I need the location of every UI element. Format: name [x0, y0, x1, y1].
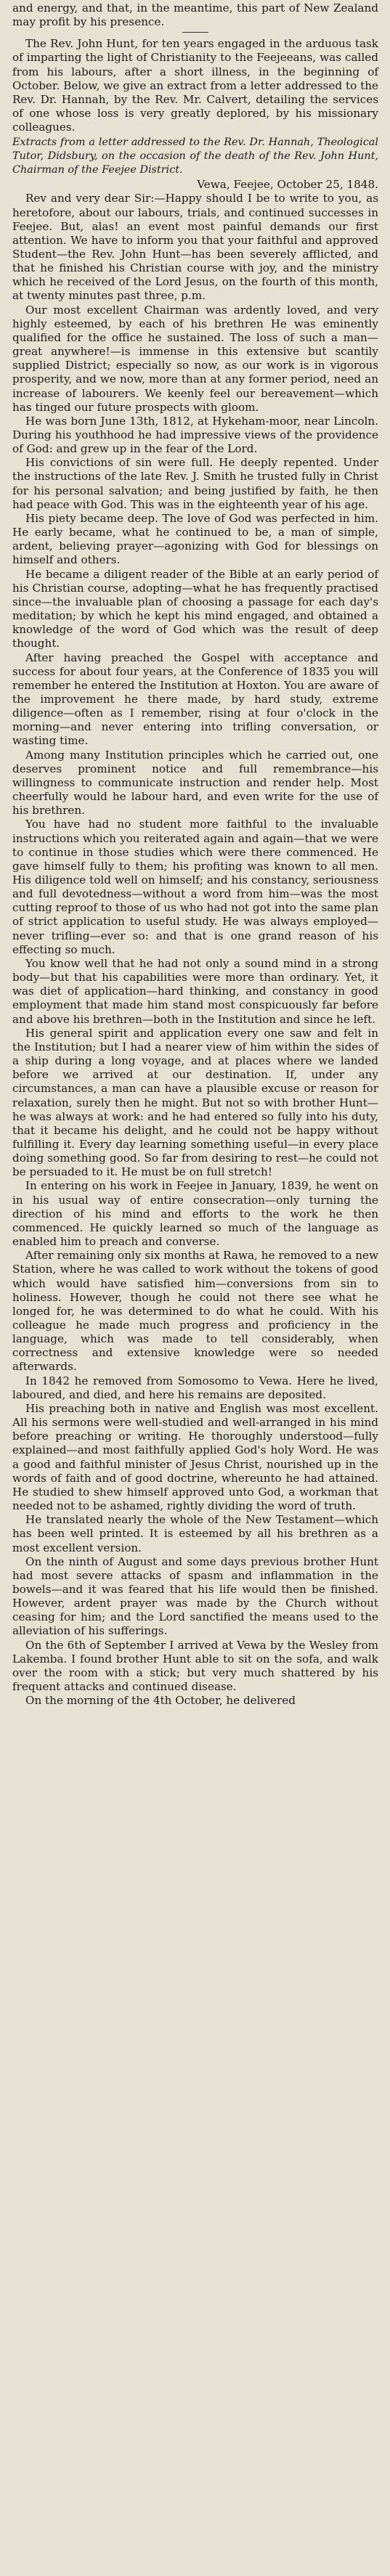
- letter-paragraph: On the 6th of September I arrived at Vewa by the Wesley from Lakemba. I found brother Hunt able to sit on the sofa, and walk over the room with a stick; but very much shattered by his frequent attacks and continued disease.: [12, 1638, 378, 1694]
- letter-paragraph: He was born June 13th, 1812, at Hykeham-moor, near Lincoln. During his youthhood he had impressive views of the providence of God: and grew up in the fear of the Lord.: [12, 414, 378, 456]
- section-divider: [182, 32, 208, 33]
- letter-paragraph: In 1842 he removed from Somosomo to Vewa. Here he lived, laboured, and died, and here his remains are deposited.: [12, 1374, 378, 1401]
- letter-paragraph: Our most excellent Chairman was ardently loved, and very highly esteemed, by each of his brethren He was eminently qualified for the office he sustained. The loss of such a man—great anywhere!—is immense in this extensive but scantily supplied District; especially so now, as our work is in vigorous prosperity, and we now, more than at any former period, need an increase of labourers. We keenly feel our bereavement—which has tinged our future prospects with gloom.: [12, 303, 378, 414]
- letter-paragraph: He became a diligent reader of the Bible at an early period of his Christian course, adopting—what he has frequently practised since—the invaluable plan of choosing a passage for each day's meditation; by which he kept his mind engaged, and obtained a knowledge of the word of God which was the result of deep thought.: [12, 567, 378, 651]
- letter-paragraph: After having preached the Gospel with acceptance and success for about four years, at the Conference of 1835 you will remember he entered the Institution at Hoxton. You are aware of the improvement he there made, by hard study, extreme diligence—often as I remember, rising at four o'clock in the morning—and never entering into trifling conversation, or wasting time.: [12, 651, 378, 748]
- letter-paragraph: You know well that he had not only a sound mind in a strong body—but that his capabilities were more than ordinary. Yet, it was diet of application—hard thinking, and constancy in good employment that made him stand most conspicuously far before and above his brethren—both in the Institution and since he left.: [12, 956, 378, 1026]
- letter-paragraph: After remaining only six months at Rawa, he removed to a new Station, where he was called to work without the tokens of good which would have satisfied him—conversions from sin to holiness. However, though he could not there see what he longed for, he was determined to do what he could. With his colleague he made much progress and proficiency in the language, which was made to tell considerably, when correctness and extensive knowledge were so needed afterwards.: [12, 1249, 378, 1374]
- letter-paragraph: He translated nearly the whole of the New Testament—which has been well printed. It is esteemed by all his brethren as a most excellent version.: [12, 1513, 378, 1554]
- letter-paragraph: On the ninth of August and some days previous brother Hunt had most severe attacks of spasm and inflammation in the bowels—and it was feared that his life would then be finished. However, ardent prayer was made by the Church without ceasing for him; and the Lord sanctified the means used to the alleviation of his sufferings.: [12, 1554, 378, 1638]
- letter-paragraph: Among many Institution principles which he carried out, one deserves prominent notice and full remembrance—his willingness to communicate instruction and render help. Most cheerfully would he labour hard, and even write for the use of his brethren.: [12, 748, 378, 818]
- letter-paragraph: On the morning of the 4th October, he delivered: [25, 1694, 296, 1708]
- letter-paragraph: His convictions of sin were full. He deeply repented. Under the instructions of the late Rev. J. Smith he trusted fully in Christ for his personal salvation; and being justified by faith, he then had peace with God. This was in the eighteenth year of his age.: [12, 456, 378, 511]
- letter-paragraph: His preaching both in native and English was most excellent. All his sermons were well-studied and well-arranged in his mind before preaching or writing. He thoroughly understood—fully explained—and most faithfully applied God's holy Word. He was a good and faithful minister of Jesus Christ, nourished up in the words of faith and of good doctrine, whereunto he had attained. He studied to shew himself approved unto God, a workman that needed not to be ashamed, rightly dividing the word of truth.: [12, 1401, 378, 1513]
- letter-dateline: Vewa, Feejee, October 25, 1848.: [197, 178, 378, 192]
- letter-paragraph: His general spirit and application every one saw and felt in the Institution; but I had a nearer view of him within the sides of a ship during a long voyage, and at places where we landed before we arrived at our destination. If, under any circumstances, a man can have a plausible excuse or reason for relaxation, surely then he might. But not so with brother Hunt—he was always at work: and he had entered so fully into his duty, that it became his delight, and he could not be happy without fulfilling it. Every day learning something useful—in every place doing something good. So far from desiring to rest—he could not be persuaded to it. He must be on full stretch!: [12, 1026, 378, 1179]
- intro-paragraph: The Rev. John Hunt, for ten years engaged in the arduous task of imparting the light of Christianity to the Feejeeans, was called from his labours, after a short illness, in the beginning of October. Below, we give an extract from a letter addressed to the Rev. Dr. Hannah, by the Rev. Mr. Calvert, detailing the services of one whose loss is very greatly deplored, by his missionary colleagues.: [12, 37, 378, 134]
- letter-paragraph: You have had no student more faithful to the invaluable instructions which you reiterated again and again—that we were to continue in those studies which were there commenced. He gave himself fully to them; his profiting was known to all men. His diligence told well on himself; and his constancy, seriousness and full devotedness—without a word from him—was the most cutting reproof to those of us who had not got into the same plan of strict application to useful study. He was always employed—never trifling—ever so: and that is one grand reason of his effecting so much.: [12, 818, 378, 956]
- opening-paragraph: and energy, and that, in the meantime, this part of New Zealand may profit by his presence.: [12, 1, 378, 29]
- letter-heading: Extracts from a letter addressed to the Rev. Dr. Hannah, Theological Tutor, Didsbury, on the occasion of the death of the Rev. John Hunt, Chairman of the Feejee District.: [12, 136, 378, 176]
- letter-paragraph: In entering on his work in Feejee in January, 1839, he went on in his usual way of entire consecration—only turning the direction of his mind and efforts to the work he then commenced. He quickly learned so much of the language as enabled him to preach and converse.: [12, 1179, 378, 1249]
- letter-paragraph: Rev and very dear Sir:—Happy should I be to write to you, as heretofore, about our labours, trials, and continued successes in Feejee. But, alas! an event most painful demands our first attention. We have to inform you that your faithful and approved Student—the Rev. John Hunt—has been severely afflicted, and that he finished his Christian course with joy, and the ministry which he received of the Lord Jesus, on the fourth of this month, at twenty minutes past three, p.m.: [12, 192, 378, 303]
- letter-paragraph: His piety became deep. The love of God was perfected in him. He early became, what he continued to be, a man of simple, ardent, believing prayer—agonizing with God for blessings on himself and others.: [12, 511, 378, 567]
